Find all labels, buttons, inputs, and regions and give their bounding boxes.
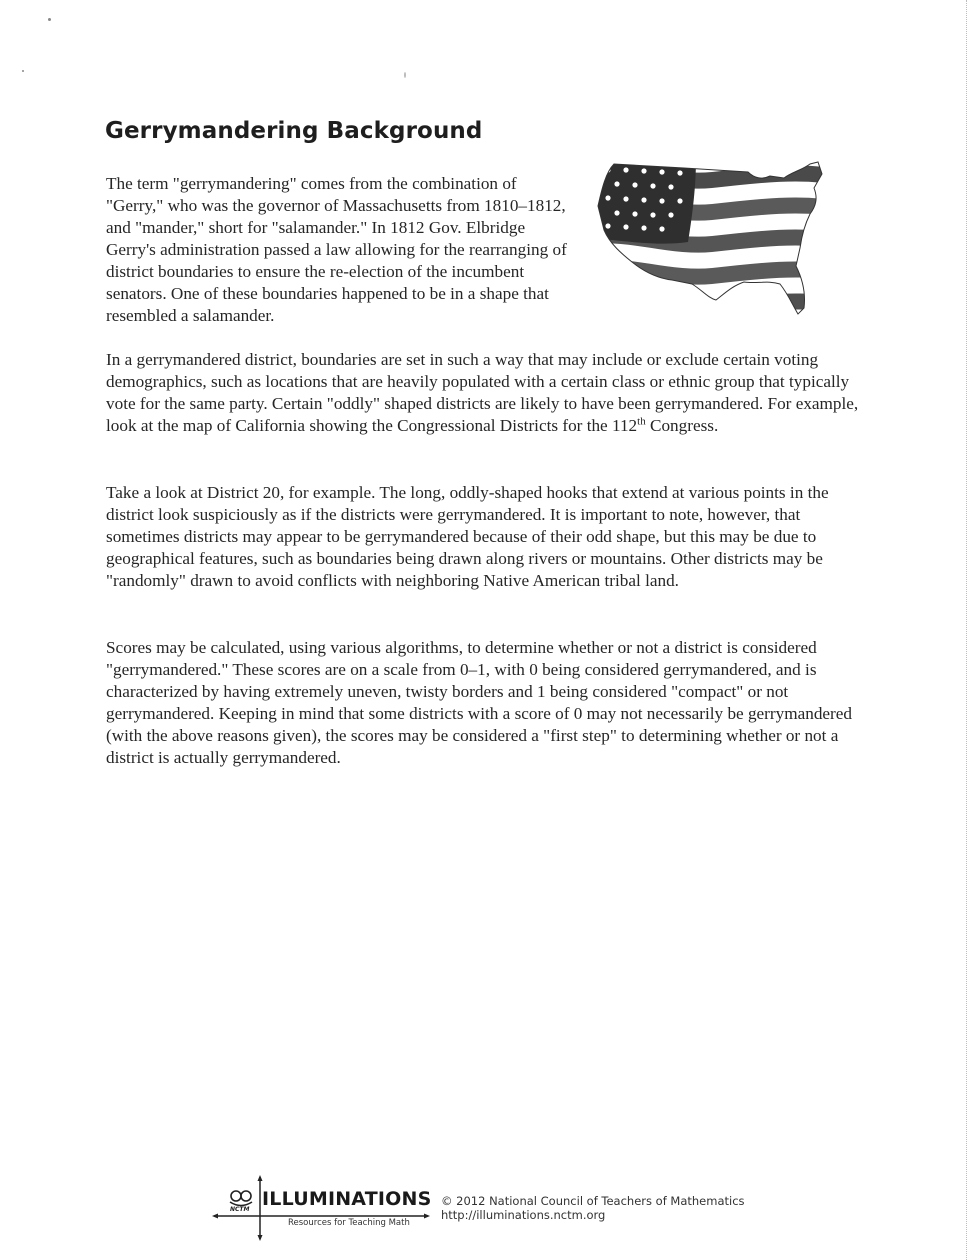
illuminations-logo-text: ILLUMINATIONS xyxy=(262,1188,432,1210)
copyright-text: © 2012 National Council of Teachers of Mathematics xyxy=(441,1194,745,1208)
paragraph-text: Congress. xyxy=(645,416,719,435)
copyright-block xyxy=(441,1194,745,1222)
paragraph-origin: The term "gerrymandering" comes from the combination of "Gerry," who was the governor of Massachusetts from 1810–1812, and "mander," short for "salamander." In 1812 Gov. Elbridge Gerry's administration passed a law allowing for the rearranging of district boundaries to ensure the re-election of the incumbent senators. One of these boundaries happened to be in a shape that resembled a salamander. xyxy=(106,174,567,325)
paragraph-scores: Scores may be calculated, using various algorithms, to determine whether or not a district is considered "gerrymandered." These scores are on a scale from 0–1, with 0 being considered gerrymandered, and is characterized by having extremely uneven, twisty borders and 1 being considered "compact" or not gerrymandered. Keeping in mind that some districts with a score of 0 may not necessarily be gerrymandered (with the above reasons given), the scores may be considered a "first step" to determining whether or not a district is actually gerrymandered. xyxy=(106,638,852,767)
logo-tagline: Resources for Teaching Math xyxy=(288,1218,410,1228)
footer-url: http://illuminations.nctm.org xyxy=(441,1208,606,1222)
ordinal-superscript: th xyxy=(637,415,646,428)
page-footer xyxy=(212,1175,772,1245)
paragraph-district-boundaries xyxy=(106,349,866,437)
paragraph-text: In a gerrymandered district, boundaries are set in such a way that may include or exclude certain voting demographics, such as locations that are heavily populated with a certain class or ethnic group that typically vote for the same party. Certain "oddly" shaped districts are likely to have been gerrymandered. For example, look at the map of California showing the Congressional Districts for the 112 xyxy=(106,350,859,435)
page-title: Gerrymandering Background xyxy=(105,118,483,144)
scan-speck xyxy=(404,72,406,78)
us-flag-map-icon xyxy=(592,158,832,320)
nctm-mark: NCTM xyxy=(230,1206,250,1213)
scan-speck xyxy=(48,18,51,21)
paragraph-district-20: Take a look at District 20, for example. The long, oddly-shaped hooks that extend at various points in the district look suspiciously as if the districts were gerrymandered. It is important to note, however, that sometimes districts may appear to be gerrymandered because of their odd shape, but this may be due to geographical features, such as boundaries being drawn along rivers or mountains. Other districts may be "randomly" drawn to avoid conflicts with neighboring Native American tribal land. xyxy=(106,483,829,590)
scan-speck xyxy=(22,70,24,72)
scan-edge-divider xyxy=(966,0,968,1260)
